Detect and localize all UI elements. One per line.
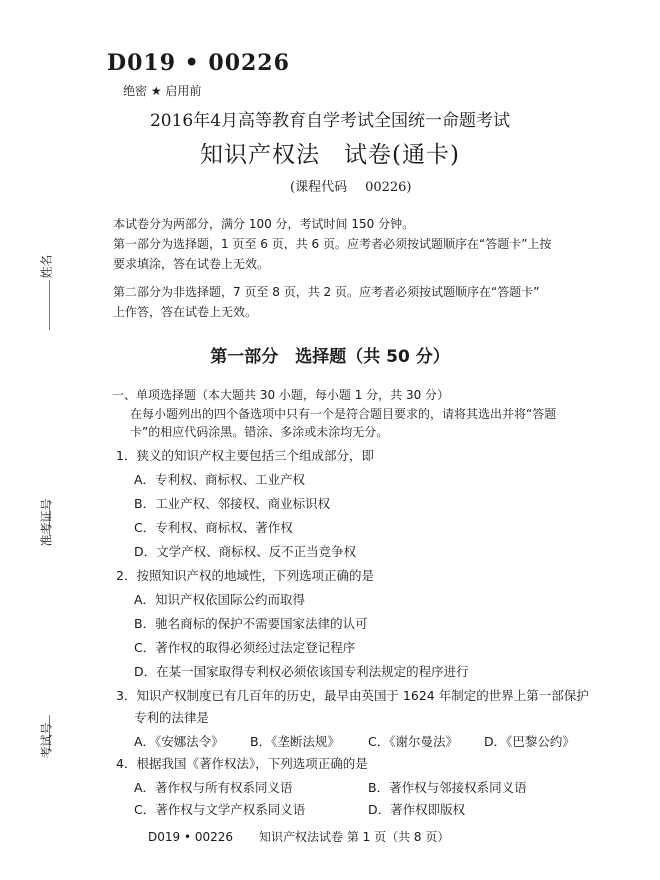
course-code xyxy=(290,176,412,195)
side-label-name: 姓名 xyxy=(39,254,54,279)
option: B．工业产权、邻接权、商业标识权 xyxy=(134,496,331,511)
option: D．著作权即版权 xyxy=(368,802,466,817)
side-label-admission: 准考证号 xyxy=(39,498,54,547)
option: C．著作权与文学产权系同义语 xyxy=(134,802,306,817)
question-stem: 4．根据我国《著作权法》，下列选项正确的是 xyxy=(116,756,368,771)
instruction-line: 第二部分为非选择题，7 页至 8 页，共 2 页。应考者必须按试题顺序在“答题卡” xyxy=(113,285,540,299)
page-footer xyxy=(148,828,449,845)
option: A．知识产权依国际公约而取得 xyxy=(134,592,306,607)
instruction-line: 本试卷分为两部分，满分 100 分，考试时间 150 分钟。 xyxy=(113,217,415,231)
instruction-line: 第一部分为选择题，1 页至 6 页，共 6 页。应考者必须按试题顺序在“答题卡”上按 xyxy=(113,237,552,251)
secret-label: 绝密 ★ 启用前 xyxy=(123,84,202,98)
option: A．专利权、商标权、工业产权 xyxy=(134,472,306,487)
footer-page: 知识产权法试卷 第 1 页（共 8 页） xyxy=(259,830,450,844)
exam-title: 2016年4月高等教育自学考试全国统一命题考试 xyxy=(149,111,511,131)
question-stem: 3．知识产权制度已有几百年的历史，最早由英国于 1624 年制定的世界上第一部保护 xyxy=(116,688,589,703)
option: B．驰名商标的保护不需要国家法律的认可 xyxy=(134,616,368,631)
option: B．著作权与邻接权系同义语 xyxy=(368,780,527,795)
question-stem-cont: 专利的法律是 xyxy=(134,710,210,725)
option: D．《巴黎公约》 xyxy=(484,734,575,749)
option: D．文学产权、商标权、反不正当竞争权 xyxy=(134,544,357,559)
question-stem: 1．狭义的知识产权主要包括三个组成部分，即 xyxy=(116,448,374,463)
option: C．《谢尔曼法》 xyxy=(368,734,458,749)
instruction-line: 上作答，答在试卷上无效。 xyxy=(113,305,258,319)
instruction-line: 要求填涂，答在试卷上无效。 xyxy=(113,257,270,271)
option: A．《安娜法令》 xyxy=(134,734,224,749)
course-label: (课程代码 xyxy=(290,180,348,195)
course-number: 00226) xyxy=(365,180,412,195)
section-desc: 在每小题列出的四个备选项中只有一个是符合题目要求的，请将其选出并将“答题 xyxy=(130,407,557,421)
section-desc: 卡”的相应代码涂黑。错涂、多涂或未涂均无分。 xyxy=(130,425,389,439)
paper-code: D019 • 00226 xyxy=(107,50,290,76)
part-title: 第一部分 选择题（共 50 分） xyxy=(210,347,450,367)
name-line xyxy=(49,280,50,330)
option: C．著作权的取得必须经过法定登记程序 xyxy=(134,640,356,655)
footer-code: D019 • 00226 xyxy=(148,830,234,844)
option: C．专利权、商标权、著作权 xyxy=(134,520,293,535)
question-stem: 2．按照知识产权的地域性，下列选项正确的是 xyxy=(116,568,374,583)
side-label-room: 考试号 xyxy=(39,722,54,759)
option: A．著作权与所有权系同义语 xyxy=(134,780,293,795)
subject-title: 知识产权法 试卷(通卡) xyxy=(200,142,460,168)
option: B．《垄断法规》 xyxy=(250,734,340,749)
section-title: 一、单项选择题（本大题共 30 小题，每小题 1 分，共 30 分） xyxy=(112,388,450,402)
option: D．在某一国家取得专利权必须依该国专利法规定的程序进行 xyxy=(134,664,469,679)
